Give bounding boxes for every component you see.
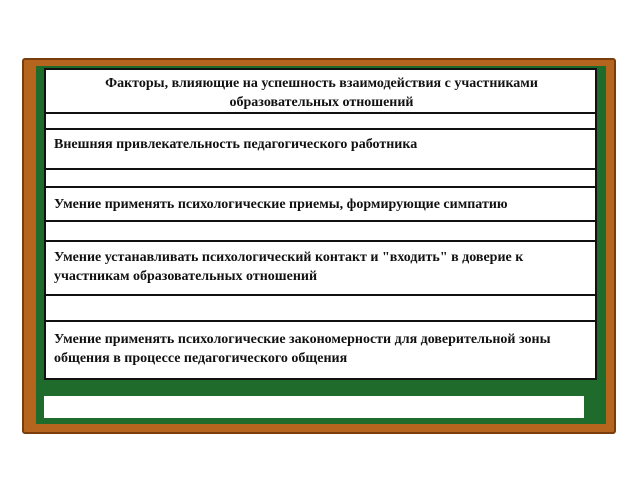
- table-spacer-row: [46, 296, 595, 322]
- table-header-row: [46, 70, 595, 114]
- factors-table: [44, 68, 597, 380]
- bottom-paper-strip: [44, 396, 584, 418]
- table-row-text: Умение применять психологические приемы, формирующие симпатию: [54, 197, 508, 212]
- table-spacer-row: [46, 222, 595, 242]
- table-row: [46, 322, 595, 380]
- table-header: Факторы, влияющие на успешность взаимодействия с участниками образовательных отношений: [105, 76, 538, 110]
- table-row-text: Умение устанавливать психологический контакт и "входить" в доверие к участникам образовательных отношений: [54, 250, 524, 284]
- table-row: [46, 188, 595, 222]
- table-row-text: Внешняя привлекательность педагогического работника: [54, 137, 418, 152]
- table-row: [46, 242, 595, 296]
- table-row-text: Умение применять психологические закономерности для доверительной зоны общения в процессе педагогического общения: [54, 332, 551, 366]
- table-row: [46, 130, 595, 170]
- table-spacer-row: [46, 114, 595, 130]
- table-spacer-row: [46, 170, 595, 188]
